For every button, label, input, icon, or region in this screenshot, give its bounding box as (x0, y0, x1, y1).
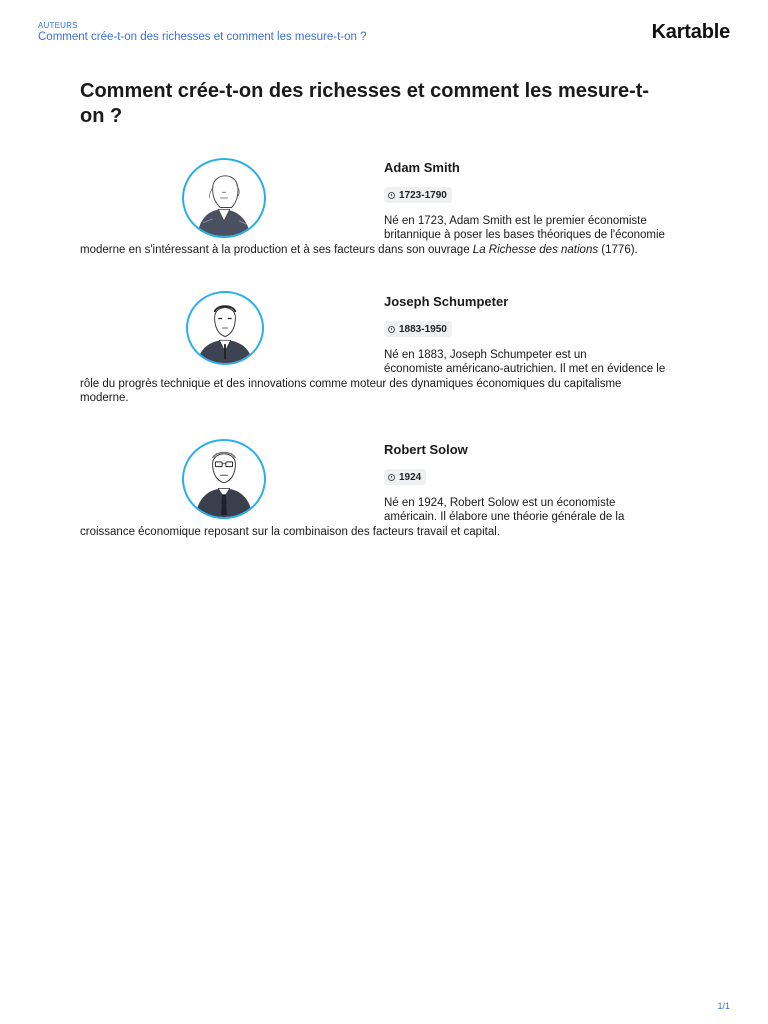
author-dates: 1924 (399, 471, 422, 483)
breadcrumb-title-link[interactable]: Comment crée-t-on des richesses et comment les mesure-t-on ? (38, 31, 367, 43)
clock-icon (388, 192, 395, 199)
author-description (80, 348, 690, 406)
author-description-line-2: britannique à poser les bases théoriques de l'économie (384, 229, 665, 242)
author-dates: 1883-1950 (399, 323, 447, 335)
author-card-robert-solow (80, 442, 690, 542)
author-dates-badge (384, 187, 452, 203)
author-description-line-1: Né en 1883, Joseph Schumpeter est un (384, 349, 587, 361)
author-dates-badge (384, 321, 452, 337)
page-header (38, 21, 730, 51)
author-name: Robert Solow (384, 442, 468, 457)
author-name: Adam Smith (384, 160, 460, 175)
author-description (80, 214, 690, 257)
clock-icon (388, 474, 395, 481)
page-number: 1/1 (717, 1001, 730, 1011)
author-card-joseph-schumpeter (80, 294, 690, 404)
author-description-line-3-text: moderne en s'intéressant à la production et à ses facteurs dans son ouvrage (80, 243, 473, 256)
book-title: La Richesse des nations (472, 243, 599, 256)
author-description (80, 496, 690, 539)
brand-logo: Kartable (651, 21, 730, 43)
author-description-line-2: économiste américano-autrichien. Il met en évidence le (384, 363, 666, 376)
page-title (80, 79, 690, 129)
author-description-line-4: moderne. (80, 392, 129, 405)
author-description-line-2: américain. Il élabore une théorie générale de la (384, 511, 625, 524)
author-description-line-3 (80, 243, 690, 257)
author-description-line-1: Né en 1723, Adam Smith est le premier économiste (384, 215, 647, 227)
author-dates-badge (384, 469, 426, 485)
author-description-line-1: Né en 1924, Robert Solow est un économiste (384, 497, 616, 509)
page-title-line-1: Comment crée-t-on des richesses et comment les mesure-t- (80, 80, 650, 102)
page-title-line-2: on ? (80, 105, 123, 127)
author-description-line-3: croissance économique reposant sur la combinaison des facteurs travail et capital. (80, 525, 500, 538)
clock-icon (388, 326, 395, 333)
author-dates: 1723-1790 (399, 189, 447, 201)
author-name: Joseph Schumpeter (384, 294, 509, 309)
author-card-adam-smith (80, 160, 690, 260)
breadcrumb-category[interactable]: AUTEURS (38, 21, 78, 30)
author-description-line-3: rôle du progrès technique et des innovations comme moteur des dynamiques économiques du capitalisme (80, 377, 622, 390)
author-description-line-3-end: (1776). (598, 243, 638, 256)
